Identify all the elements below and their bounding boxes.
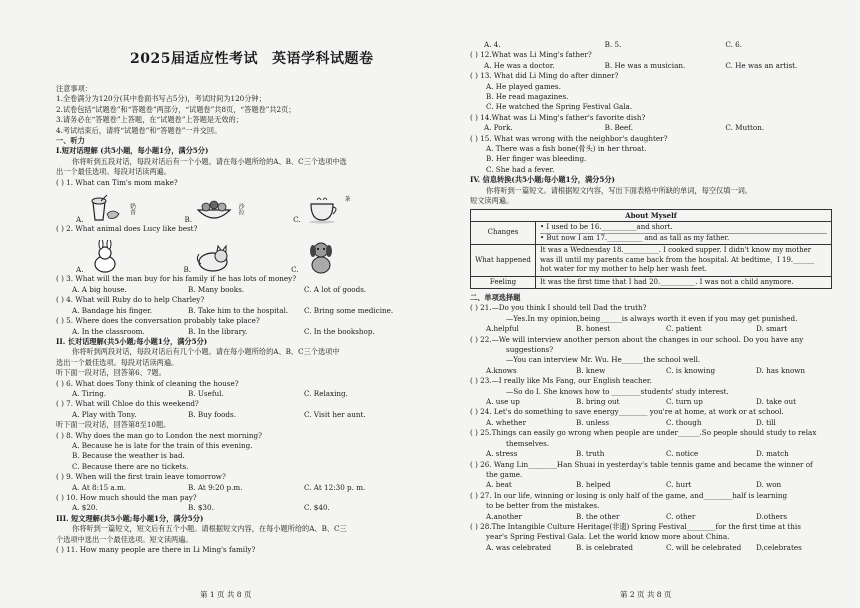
row-label-feeling: Feeling	[471, 276, 536, 289]
q4-options	[56, 306, 420, 316]
title-sub: 英语学科试题卷	[271, 51, 374, 67]
question-6: ( ) 6. What does Tony think of cleaning the house?	[56, 378, 239, 388]
q7-option-b: B. Buy foods.	[188, 409, 236, 419]
row-content-feeling: It was the first time that I had 20.__________. I was not a child anymore.	[536, 276, 832, 289]
question-9: ( ) 9. When will the first train leave tomorrow?	[56, 472, 226, 482]
q24-options	[470, 418, 846, 428]
q6-option-a: A. Tiring.	[72, 388, 107, 398]
q15-option-a: A. There was a fish bone(骨头) in her throat.	[486, 144, 647, 154]
q12-option-b: B. He was a musician.	[604, 60, 686, 70]
q2-option-a	[76, 240, 125, 274]
q28-option-d: D.celebrates	[756, 542, 802, 552]
q23-option-d: D. take out	[756, 397, 796, 407]
section-4-title: IV. 信息转换(共5小题;每小题1分，满分5分)	[470, 175, 615, 185]
section-4-instruction-1: 你将听到一篇短文。请根据短文内容，写出下面表格中所缺的单词，每空仅填一词。	[486, 185, 752, 195]
section-3-title: III. 短文理解(共5小题;每小题1分，满分5分)	[56, 513, 204, 523]
q5-option-b: B. In the library.	[188, 326, 248, 336]
q26-options	[470, 480, 846, 490]
q28-option-b: B. is celebrated	[576, 542, 634, 552]
q1-option-b	[184, 194, 245, 224]
q5-option-a: A. In the classroom.	[72, 326, 145, 336]
q4-option-b: B. Take him to the hospital.	[188, 305, 289, 315]
q23-option-a: A. use up	[486, 397, 520, 407]
cat-icon	[193, 240, 233, 274]
q12-option-c: C. He was an artist.	[725, 60, 798, 70]
q14-options	[470, 123, 846, 133]
q9-option-a: A. At 8:15 a.m.	[72, 482, 127, 492]
question-11: ( ) 11. How many people are there in Li Ming's family?	[56, 545, 256, 555]
section-3-instruction-2: 个选项中选出一个最佳选项。短文读两遍。	[56, 534, 193, 544]
salad-icon	[194, 194, 234, 224]
section-1-title: I.短对话理解 (共5小题，每小题1分，满分5分)	[56, 146, 209, 156]
q2-option-c	[291, 240, 341, 274]
q1-caption-a: 奶昔	[128, 203, 136, 216]
question-12: ( ) 12.What was Li Ming's father?	[470, 50, 592, 60]
q24-option-a: A. whether	[486, 417, 527, 427]
page-1-footer: 第 1 页 共 8 页	[200, 590, 252, 599]
question-28-line-2: year's Spring Festival Gala. Let the world know more about China.	[486, 532, 730, 542]
q1-option-a	[76, 194, 136, 224]
table-header: About Myself	[471, 209, 832, 222]
q27-option-a: A.another	[486, 511, 522, 521]
q21-option-b: B. honest	[576, 324, 611, 334]
q14-option-c: C. Mutton.	[725, 123, 765, 133]
q23-options	[470, 397, 846, 407]
q13-option-b: B. He read magazines.	[486, 92, 569, 102]
q11-option-b: B. 5.	[604, 40, 622, 49]
happened-line-3: hot water for my mother to help her wash feet.	[540, 265, 708, 273]
question-26: ( ) 26. Wang Lin________Han Shuai in yesterday's table tennis game and became the winner of	[470, 459, 813, 469]
section-1-instruction-1: 你将听到五段对话，每段对话后有一个小题。请在每小题所给的A、B、C三个选项中选	[72, 156, 347, 166]
q10-option-b: B. $30.	[188, 503, 214, 513]
page-2-footer: 第 2 页 共 8 页	[620, 590, 672, 599]
section-2-instruction-1: 你将听到两段对话，每段对话后有几个小题。请在每小题所给的A、B、C三个选项中	[72, 347, 340, 357]
q7-options	[56, 410, 420, 420]
q26-option-d: D. won	[756, 480, 782, 490]
changes-line-1: • I used to be 16.__________and short.	[540, 223, 673, 231]
question-13: ( ) 13. What did Li Ming do after dinner?	[470, 71, 619, 81]
rabbit-icon	[85, 240, 125, 274]
q25-option-a: A. stress	[486, 449, 518, 459]
question-3: ( ) 3. What will the man buy for his family if he has lots of money?	[56, 274, 297, 284]
question-22-line-3: —You can interview Mr. Wu. He______the school well.	[506, 355, 701, 365]
row-content-changes	[536, 222, 832, 245]
q26-option-b: B. helped	[576, 480, 611, 490]
question-1: ( ) 1. What can Tim's mom make?	[56, 177, 178, 187]
q27-option-c: C. other	[666, 511, 696, 521]
q24-option-c: C. though	[666, 417, 702, 427]
q24-option-b: B. unless	[576, 417, 610, 427]
q6-option-b: B. Useful.	[188, 388, 224, 398]
q14-option-a: A. Pork.	[484, 123, 513, 133]
q13-option-c: C. He watched the Spring Festival Gala.	[486, 102, 633, 112]
section-2-dialogue-2: 听下面一段对话，回答第8至10题。	[56, 420, 171, 430]
q8-option-b: B. Because the weather is bad.	[72, 451, 185, 461]
q23-option-b: B. bring out	[576, 397, 620, 407]
question-27-line-2: to be better from the mistakes.	[486, 501, 600, 511]
section-1-instruction-2: 出一个最佳选项。每段对话读两遍。	[56, 167, 172, 177]
changes-line-2: • But now I am 17.__________ and as tall as my father.	[540, 233, 827, 244]
question-15: ( ) 15. What was wrong with the neighbor's daughter?	[470, 133, 668, 143]
q3-option-a: A. A big house.	[72, 284, 127, 294]
note-3: 3.请务必在“答题卷”上答题，在“试题卷”上答题是无效的；	[56, 115, 243, 125]
happened-line-1: It was a Wednesday 18.__________. I cooked supper. I didn't know my mother	[540, 246, 812, 254]
section-2-instruction-2: 选出一个最佳选项。每段对话读两遍。	[56, 357, 179, 367]
question-28: ( ) 28.The Intangible Culture Heritage(非遗) Spring Festival________for the first time at this	[470, 521, 801, 531]
q9-options	[56, 483, 420, 493]
q10-option-a: A. $20.	[72, 503, 98, 513]
q25-options	[470, 449, 846, 459]
q8-option-a: A. Because he is late for the train of this evening.	[72, 440, 253, 450]
q1-label-b: B.	[184, 215, 193, 225]
q3-option-c: C. A lot of goods.	[304, 284, 367, 294]
question-4: ( ) 4. What will Ruby do to help Charley?	[56, 295, 205, 305]
q15-option-b: B. Her finger was bleeding.	[486, 154, 587, 164]
q8-option-c: C. Because there are no tickets.	[72, 461, 189, 471]
q2-label-b: B.	[183, 265, 192, 275]
q11-option-c: C. 6.	[725, 40, 743, 49]
q10-option-c: C. $40.	[304, 503, 330, 513]
dog-icon	[301, 240, 341, 274]
question-24: ( ) 24. Let's do something to save energy________ you're at home, at work or at school.	[470, 407, 784, 417]
page-2	[430, 0, 860, 608]
question-22: ( ) 22.—We will interview another person about the changes in our school. Do you have any	[470, 334, 804, 344]
q28-option-c: C. will be celebrated	[666, 542, 742, 552]
q27-option-b: B. the other	[576, 511, 620, 521]
title-main: 2025届适应性考试	[130, 51, 258, 67]
question-21: ( ) 21.—Do you think I should tell Dad the truth?	[470, 303, 647, 313]
q22-options	[470, 366, 846, 376]
q22-option-a: A.knows	[486, 365, 517, 375]
q12-option-a: A. He was a doctor.	[484, 60, 555, 70]
q15-option-c: C. She had a fever.	[486, 164, 555, 174]
q9-option-b: B. At 9:20 p.m.	[188, 482, 243, 492]
exam-title	[130, 48, 420, 68]
q4-option-a: A. Bandage his finger.	[72, 305, 153, 315]
happened-line-2: was ill until my parents came back from the hospital. At bedtime，I 19.______	[540, 255, 815, 264]
q21-options	[470, 324, 846, 334]
q25-option-d: D. match	[756, 449, 789, 459]
q23-option-c: C. turn up	[666, 397, 703, 407]
notes-title: 注意事项：	[56, 84, 92, 93]
question-8: ( ) 8. Why does the man go to London the next morning?	[56, 430, 262, 440]
q25-option-c: C. notice	[666, 449, 699, 459]
q9-option-c: C. At 12:30 p. m.	[304, 482, 366, 492]
row-content-what-happened	[536, 245, 832, 277]
part-2-heading: 二、单项选择题	[470, 293, 521, 302]
q5-options	[56, 327, 420, 337]
q2-option-b	[183, 240, 233, 274]
question-22-line-2: suggestions?	[506, 345, 554, 355]
q6-option-c: C. Relaxing.	[304, 388, 348, 398]
note-2: 2.试卷包括“试题卷”和“答题卷”两部分，“试题卷”共8页，“答题卷”共2页；	[56, 104, 296, 114]
milkshake-icon	[85, 194, 125, 224]
question-25: ( ) 25.Things can easily go wrong when people are under______.So people should study to relax	[470, 428, 817, 438]
q26-option-c: C. hurt	[666, 480, 692, 490]
q14-option-b: B. Beef.	[604, 123, 634, 133]
q25-option-b: B. truth	[576, 449, 605, 459]
q22-option-b: B. knew	[576, 365, 606, 375]
tea-cup-icon	[303, 194, 343, 224]
q24-option-d: D. till	[756, 417, 776, 427]
question-14: ( ) 14.What was Li Ming's father's favorite dish?	[470, 112, 646, 122]
section-2-title: II. 长对话理解(共5小题;每小题1分，满分5分)	[56, 336, 208, 346]
q6-options	[56, 389, 420, 399]
question-5: ( ) 5. Where does the conversation probably take place?	[56, 316, 260, 326]
q4-option-c: C. Bring some medicine.	[304, 305, 394, 315]
question-26-line-2: the game.	[486, 469, 523, 479]
q3-options	[56, 285, 420, 295]
section-3-instruction-1: 你将听到一篇短文，短文后有五个小题。请根据短文内容，在每小题所给的A、B、C三	[72, 524, 347, 534]
table-header-row	[471, 209, 832, 222]
question-23-line-2: —So do I. She knows how to ________students' study interest.	[506, 386, 729, 396]
note-1: 1.全卷满分为120分(其中卷面书写占5分)，考试时间为120分钟；	[56, 94, 266, 104]
q21-option-c: C. patient	[666, 324, 702, 334]
q1-caption-c: 茶	[344, 196, 351, 204]
q1-option-c	[293, 194, 351, 224]
row-label-changes: Changes	[471, 222, 536, 245]
q12-options	[470, 61, 846, 71]
question-25-line-2: themselves.	[506, 438, 550, 448]
q7-option-a: A. Play with Tony.	[72, 409, 137, 419]
question-21-line-2: —Yes.In my opinion,being______is always worth it even if you may get punished.	[506, 313, 798, 323]
q7-option-c: C. Visit her aunt.	[304, 409, 366, 419]
q22-option-d: D. has known	[756, 365, 806, 375]
question-23: ( ) 23.—I really like Ms Fang, our English teacher.	[470, 376, 652, 386]
q11-option-a: A. 4.	[484, 40, 501, 49]
note-4: 4.考试结束后，请将“试题卷”和“答题卷”一并交回。	[56, 125, 222, 135]
q10-options	[56, 503, 420, 513]
question-7: ( ) 7. What will Chloe do this weekend?	[56, 399, 199, 409]
q22-option-c: C. is knowing	[666, 365, 716, 375]
question-10: ( ) 10. How much should the man pay?	[56, 493, 197, 502]
q1-label-c: C.	[293, 215, 301, 225]
q5-option-c: C. In the bookshop.	[304, 326, 375, 336]
info-transfer-table	[470, 209, 832, 290]
q27-option-d: D.others	[756, 511, 788, 521]
q3-option-b: B. Many books.	[188, 284, 245, 294]
question-27: ( ) 27. In our life, winning or losing is only half of the game, and________half is learning	[470, 490, 788, 500]
q28-option-a: A. was celebrated	[486, 542, 552, 552]
question-2: ( ) 2. What animal does Lucy like best?	[56, 224, 198, 234]
q1-picture-options	[56, 188, 420, 224]
section-4-instruction-2: 短文读两遍。	[470, 196, 514, 206]
q2-label-c: C.	[291, 265, 299, 275]
section-2-dialogue-1: 听下面一段对话，回答第6、7题。	[56, 368, 166, 378]
q2-label-a: A.	[76, 265, 84, 275]
table-row	[471, 276, 832, 289]
table-row	[471, 222, 832, 245]
q21-option-d: D. smart	[756, 324, 788, 334]
q26-option-a: A. beat	[486, 480, 512, 490]
q21-option-a: A.helpful	[486, 324, 519, 334]
q28-options	[470, 543, 846, 553]
part-1-heading: 一、听力	[56, 136, 85, 146]
q13-option-a: A. He played games.	[486, 81, 561, 91]
q2-picture-options	[56, 234, 420, 274]
row-label-what-happened: What happened	[471, 245, 536, 277]
q27-options	[470, 512, 846, 522]
q1-caption-b: 沙拉	[237, 203, 245, 216]
q1-label-a: A.	[76, 215, 84, 225]
q11-options	[470, 40, 846, 50]
table-row	[471, 245, 832, 277]
